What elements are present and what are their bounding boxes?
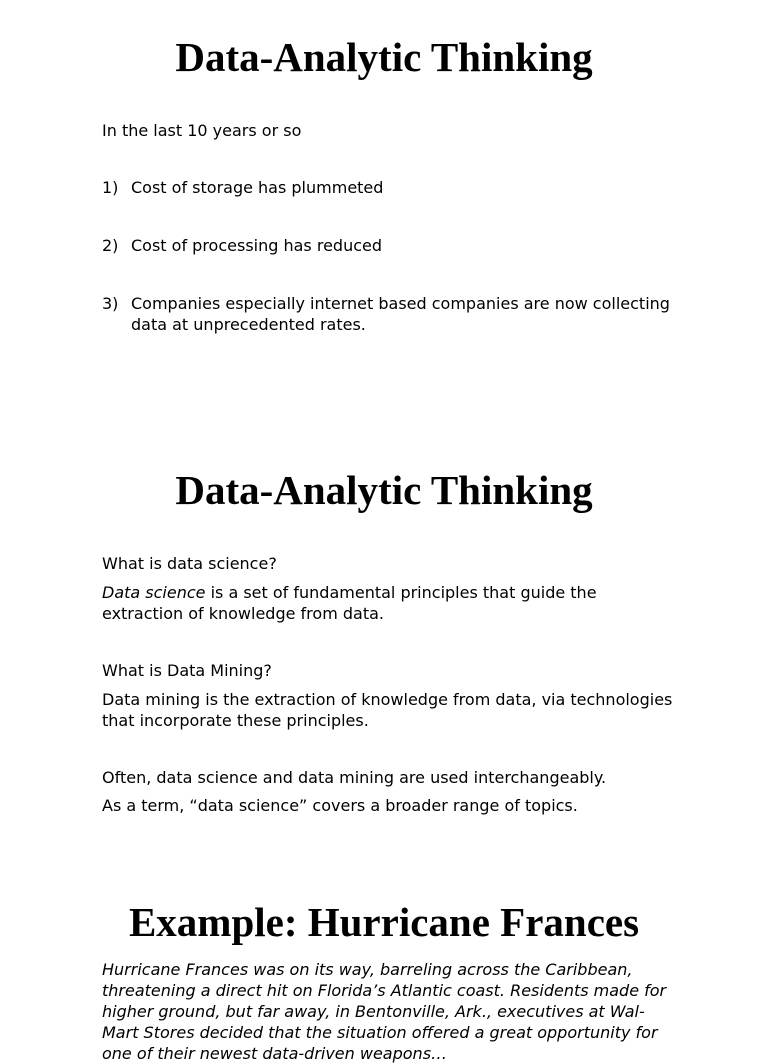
slide-title: Data-Analytic Thinking xyxy=(175,34,593,80)
list-item-number: 1) xyxy=(102,178,119,197)
list-item-text: Cost of storage has plummeted xyxy=(131,178,384,197)
question-data-mining: What is Data Mining? xyxy=(102,661,272,680)
definition-body: is a set of fundamental principles that guide the extraction of knowledge from data. xyxy=(102,583,597,623)
list-item-number: 3) xyxy=(102,294,119,313)
definition-data-mining: Data mining is the extraction of knowledge from data, via technologies that incorporate these principles. xyxy=(102,690,673,730)
slide-title: Example: Hurricane Frances xyxy=(128,899,640,945)
list-item-number: 2) xyxy=(102,236,119,255)
question-data-science: What is data science? xyxy=(102,554,277,573)
definition-term: Data science xyxy=(102,583,206,602)
intro-text: In the last 10 years or so xyxy=(102,121,302,140)
hurricane-passage: Hurricane Frances was on its way, barreling across the Caribbean, threatening a direct hit on Florida’s Atlantic coast. Residents made for higher ground, but far away, in Bentonville, Ark., executives at Wal-Mart Stores decided that the situation offered a great opportunity for one of their newest data-driven weapons… xyxy=(102,960,667,1063)
list-item-text: Cost of processing has reduced xyxy=(131,236,383,255)
list-item-text: Companies especially internet based companies are now collecting data at unprecedented rates. xyxy=(131,294,670,334)
slide-title: Data-Analytic Thinking xyxy=(175,467,593,513)
note-interchangeable: Often, data science and data mining are used interchangeably. xyxy=(102,768,607,787)
note-broader-range: As a term, “data science” covers a broader range of topics. xyxy=(102,796,578,815)
